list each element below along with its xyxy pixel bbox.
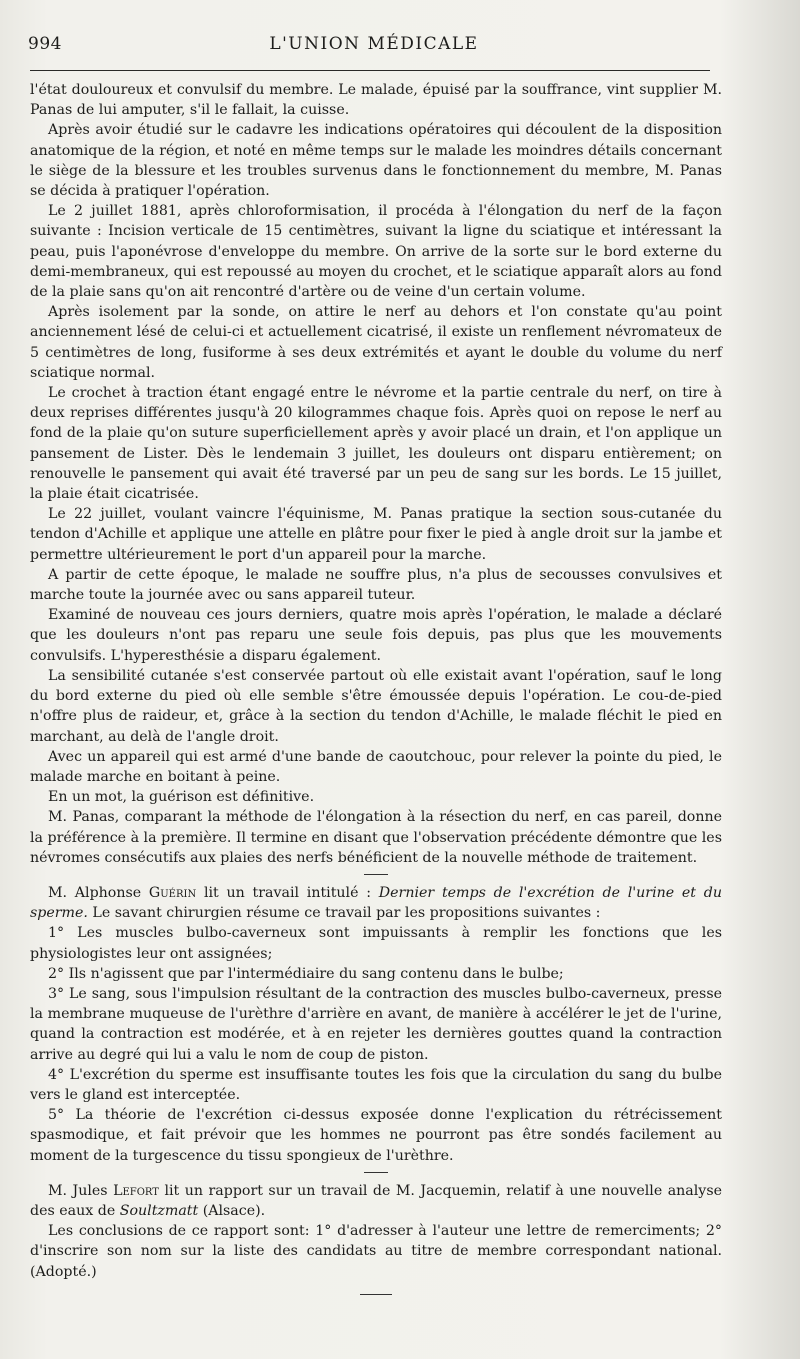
guerin-rest: Le savant chirurgien résume ce travail par les propositions suivantes :: [87, 905, 601, 922]
paragraph: Le 2 juillet 1881, après chloroformisation, il procéda à l'élongation du nerf de la façon suivante : Incision verticale de 15 centimètres, suivant la ligne du sciatique et intéressant la peau, puis l'aponévrose d'enveloppe du membre. On arrive de la sorte sur le bord externe du demi-membraneux, qui est repoussé au moyen du crochet, et le sciatique apparaît alors au fond de la plaie sans qu'on ait rencontré d'artère ou de veine d'un certain volume.: [30, 203, 722, 301]
guerin-mid: lit un travail intitulé :: [196, 884, 379, 901]
guerin-lead: M. Alphonse: [48, 884, 149, 901]
proposition-item: 3° Le sang, sous l'impulsion résultant de la contraction des muscles bulbo-caverneux, presse la membrane muqueuse de l'urèthre d'arrière en avant, de manière à accélérer le jet de l'urine, quand la contraction est modérée, et à en rejeter les dernières gouttes quand la contraction arrive au degré qui lui a valu le nom de coup de piston.: [30, 985, 722, 1063]
paragraph: l'état douloureux et convulsif du membre. Le malade, épuisé par la souffrance, vint supplier M. Panas de lui amputer, s'il le fallait, la cuisse.: [30, 82, 722, 119]
lefort-mid: lit un rapport sur un travail de M. Jacquemin, relatif à une nouvelle analyse des eaux de: [30, 1182, 722, 1219]
page-header: [28, 34, 736, 54]
guerin-intro: [30, 883, 722, 923]
page-number: 994: [28, 34, 62, 54]
proposition-item: 4° L'excrétion du sperme est insuffisante toutes les fois que la circulation du sang du bulbe vers le gland est interceptée.: [30, 1066, 722, 1103]
lefort-intro: [30, 1181, 722, 1221]
paragraph: Examiné de nouveau ces jours derniers, quatre mois après l'opération, le malade a déclaré que les douleurs n'ont pas reparu une seule fois depuis, pas plus que les mouvements convulsifs. L'hyperesthésie a disparu également.: [30, 607, 722, 664]
paragraph: Après isolement par la sonde, on attire le nerf au dehors et l'on constate qu'au point anciennement lésé de celui-ci et actuellement cicatrisé, il existe un renflement névromateux de 5 centimètres de long, fusiforme à ses deux extrémités et ayant le double du volume du nerf sciatique normal.: [30, 304, 722, 381]
paragraph: M. Panas, comparant la méthode de l'élongation à la résection du nerf, en cas pareil, donne la préférence à la première. Il termine en disant que l'observation précédente démontre que les névromes consécutifs aux plaies des nerfs bénéficient de la nouvelle méthode de traitement.: [30, 809, 722, 866]
proposition-item: 1° Les muscles bulbo-caverneux sont impuissants à remplir les fonctions que les physiologistes leur ont assignées;: [30, 925, 722, 962]
place-name: Soultzmatt: [119, 1202, 199, 1219]
lefort-lead: M. Jules: [48, 1182, 114, 1199]
end-separator: [360, 1294, 392, 1295]
section-separator: [364, 1172, 388, 1173]
work-title: Dernier temps de l'excrétion de l'urine et du sperme.: [30, 884, 722, 922]
paragraph: En un mot, la guérison est définitive.: [48, 789, 315, 806]
lefort-conclusions: Les conclusions de ce rapport sont: 1° d'adresser à l'auteur une lettre de remerciments; 2° d'inscrire son nom sur la liste des candidats au titre de membre correspondant national. (Adopté.): [30, 1223, 722, 1280]
section-separator: [364, 874, 388, 875]
lefort-rest: (Alsace).: [198, 1202, 266, 1219]
paragraph: Avec un appareil qui est armé d'une bande de caoutchouc, pour relever la pointe du pied, le malade marche en boitant à peine.: [30, 748, 722, 785]
running-title: L'UNION MÉDICALE: [269, 34, 479, 54]
proposition-item: 2° Ils n'agissent que par l'intermédiaire du sang contenu dans le bulbe;: [48, 965, 564, 982]
article-body: [30, 80, 722, 1295]
paragraph: A partir de cette époque, le malade ne souffre plus, n'a plus de secousses convulsives et marche toute la journée avec ou sans appareil tuteur.: [30, 566, 722, 604]
paragraph: Après avoir étudié sur le cadavre les indications opératoires qui découlent de la disposition anatomique de la région, et noté en même temps sur le malade les moindres détails concernant le siège de la blessure et les troubles survenus dans le fonctionnement du membre, M. Panas se décida à pratiquer l'opération.: [30, 122, 722, 200]
author-name-lefort: Lefort: [113, 1182, 159, 1199]
header-rule: [30, 70, 710, 71]
proposition-item: 5° La théorie de l'excrétion ci-dessus exposée donne l'explication du rétrécissement spasmodique, et fait prévoir que les hommes ne pourront pas être sondés facilement au moment de la turgescence du tissu spongieux de l'urèthre.: [30, 1107, 722, 1164]
paragraph: Le crochet à traction étant engagé entre le névrome et la partie centrale du nerf, on tire à deux reprises différentes jusqu'à 20 kilogrammes chaque fois. Après quoi on repose le nerf au fond de la plaie qu'on suture superficiellement après y avoir placé un drain, et l'on applique un pansement de Lister. Dès le lendemain 3 juillet, les douleurs ont disparu entièrement; on renouvelle le pansement qui avait été traversé par un peu de sang sur les bords. Le 15 juillet, la plaie était cicatrisée.: [30, 385, 722, 503]
paragraph: La sensibilité cutanée s'est conservée partout où elle existait avant l'opération, sauf le long du bord externe du pied où elle semble s'être émoussée depuis l'opération. Le cou-de-pied n'offre plus de raideur, et, grâce à la section du tendon d'Achille, le malade fléchit le pied en marchant, au delà de l'angle droit.: [30, 667, 722, 745]
author-name-guerin: Guérin: [148, 884, 197, 901]
paragraph: Le 22 juillet, voulant vaincre l'équinisme, M. Panas pratique la section sous-cutanée du tendon d'Achille et applique une attelle en plâtre pour fixer le pied à angle droit sur la jambe et permettre ultérieurement le port d'un appareil pour la marche.: [30, 506, 722, 563]
